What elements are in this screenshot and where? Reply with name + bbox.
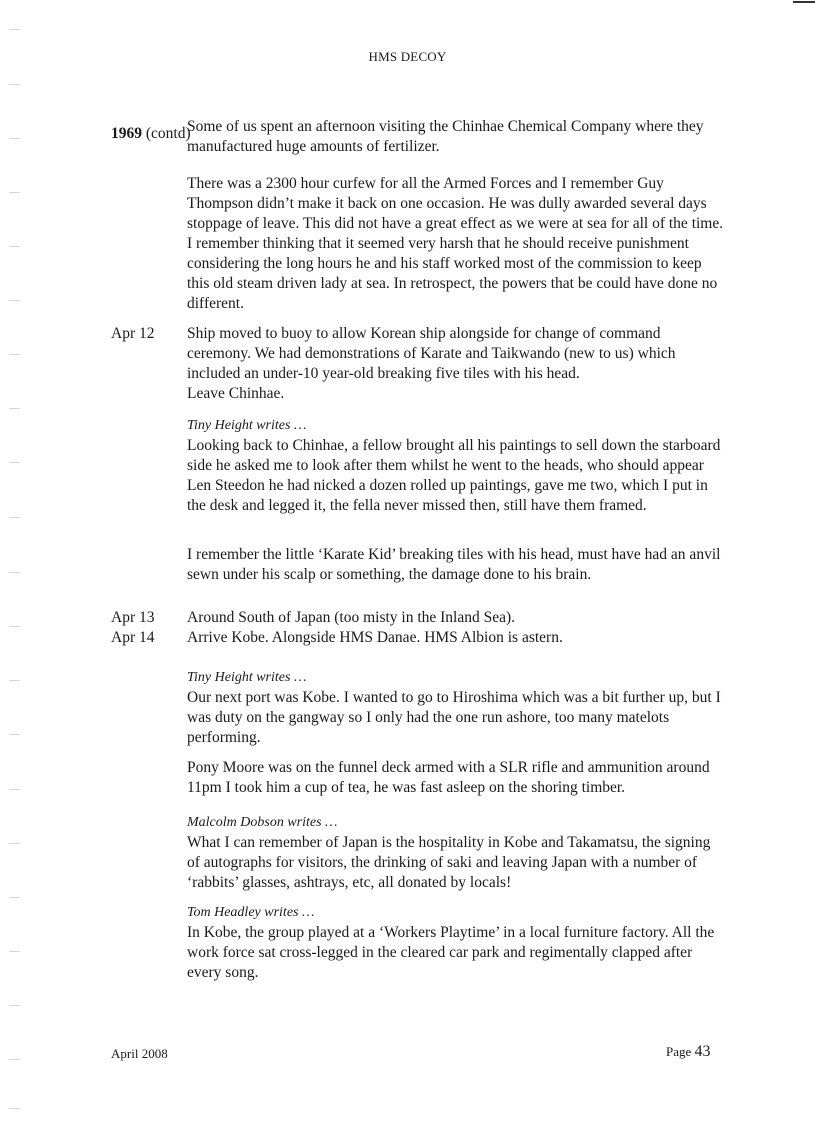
margin-tick (9, 517, 20, 518)
margin-tick (9, 626, 20, 627)
entry-text: Arrive Kobe. Alongside HMS Danae. HMS Albion is astern. (187, 629, 563, 646)
recollection-text: Pony Moore was on the funnel deck armed with a SLR rifle and ammunition around 11pm I took him a cup of tea, he was fast asleep on the shoring timber. (187, 759, 710, 796)
entry-date: Apr 14 (111, 629, 155, 646)
recollection-text: What I can remember of Japan is the hospitality in Kobe and Takamatsu, the signing of autographs for visitors, the drinking of saki and leaving Japan with a number of ‘rabbits’ glasses, ashtrays, etc, all donated by locals! (187, 834, 711, 891)
entry-date: Apr 13 (111, 609, 155, 626)
margin-tick (9, 734, 20, 735)
scan-corner-mark (793, 1, 815, 3)
footer-date: April 2008 (111, 1046, 168, 1061)
recollection (187, 416, 727, 516)
recollection (187, 813, 727, 893)
margin-tick (9, 246, 20, 247)
section-heading (111, 125, 191, 143)
margin-tick (9, 572, 20, 573)
entry-text: Around South of Japan (too misty in the Inland Sea). (187, 609, 516, 626)
margin-tick (9, 843, 20, 844)
margin-tick (9, 408, 20, 409)
section-year: 1969 (111, 125, 142, 142)
entry-date: Apr 12 (111, 325, 155, 342)
paragraph-chinhae-visit: Some of us spent an afternoon visiting the Chinhae Chemical Company where they manufactured huge amounts of fertilizer. (187, 118, 704, 155)
margin-tick (9, 300, 20, 301)
margin-tick (9, 951, 20, 952)
margin-tick (9, 138, 20, 139)
entry-text (187, 324, 727, 404)
recollection (187, 903, 727, 983)
margin-tick (9, 1059, 20, 1060)
margin-tick (9, 789, 20, 790)
recollection-text: I remember the little ‘Karate Kid’ breaking tiles with his head, must have had an anvil sewn under his scalp or something, the damage done to his brain. (187, 546, 721, 583)
margin-tick (9, 1108, 20, 1109)
running-header: HMS DECOY (368, 49, 447, 64)
recollection-author: Malcolm Dobson writes … (187, 815, 338, 830)
margin-tick (9, 1005, 20, 1006)
recollection (187, 668, 727, 748)
recollection-text: Looking back to Chinhae, a fellow brought all his paintings to sell down the starboard side he asked me to look after them whilst he went to the heads, who should appear Len Steedon he had nicked a dozen rolled up paintings, gave me two, which I put in the desk and legged it, the fella never missed then, still have them framed. (187, 437, 721, 514)
page-label: Page (666, 1044, 695, 1059)
recollection-author: Tom Headley writes … (187, 905, 315, 920)
margin-tick (9, 462, 20, 463)
margin-tick (9, 84, 20, 85)
page-number: 43 (694, 1043, 711, 1060)
entry-paragraph: Ship moved to buoy to allow Korean ship alongside for change of command ceremony. We had demonstrations of Karate and Taikwando (new to us) which included an under-10 year-old breaking five tiles with his head. (187, 325, 676, 382)
margin-tick (9, 192, 20, 193)
margin-tick (9, 354, 20, 355)
recollection-text: Our next port was Kobe. I wanted to go to Hiroshima which was a bit further up, but I was duty on the gangway so I only had the one run ashore, too many matelots performing. (187, 689, 721, 746)
margin-tick (9, 897, 20, 898)
margin-tick (9, 680, 20, 681)
recollection-author: Tiny Height writes … (187, 670, 307, 685)
margin-tick (9, 29, 20, 30)
entry-paragraph: Leave Chinhae. (187, 385, 285, 402)
paragraph-curfew: There was a 2300 hour curfew for all the Armed Forces and I remember Guy Thompson didn’t make it back on one occasion. He was dully awarded several days stoppage of leave. This did not have a great effect as we were at sea for all of the time. I remember thinking that it seemed very harsh that he should receive punishment considering the long hours he and his staff worked most of the commission to keep this old steam driven lady at sea. In retrospect, the powers that be could have done no different. (187, 175, 724, 312)
recollection-text: In Kobe, the group played at a ‘Workers Playtime’ in a local furniture factory. All the work force sat cross-legged in the cleared car park and regimentally clapped after every song. (187, 924, 715, 981)
section-suffix: (contd) (142, 125, 191, 142)
recollection-author: Tiny Height writes … (187, 418, 307, 433)
footer-page (666, 1043, 711, 1061)
